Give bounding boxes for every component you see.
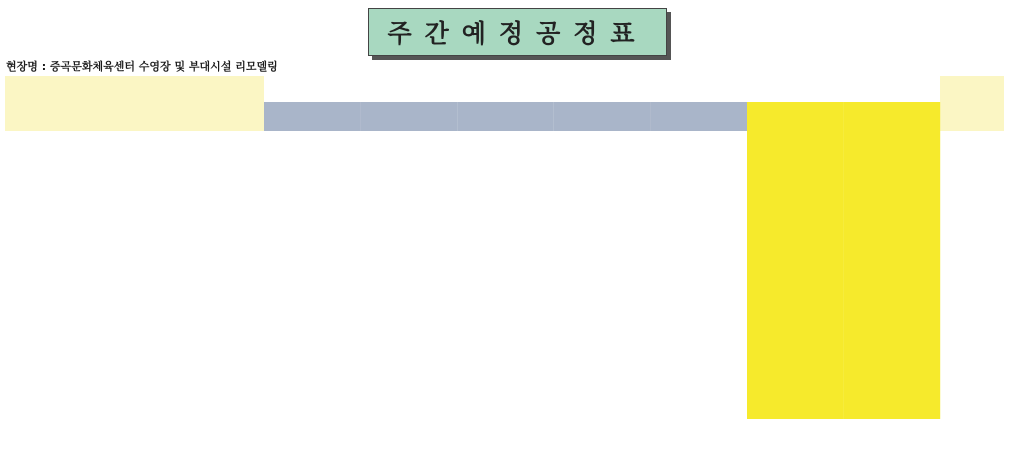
schedule-title: 주간예정공정표 [368, 8, 667, 56]
day-header-cell [361, 102, 458, 131]
day-header-cell [650, 102, 747, 131]
day-header-cell [844, 102, 941, 131]
header-fill-remarks [940, 76, 1004, 131]
header-fill-period [264, 76, 940, 102]
project-name: 현장명 : 증곡문화체육센터 수영장 및 부대시설 리모델링 [6, 60, 278, 73]
day-header-cell [264, 102, 361, 131]
weekend-column [747, 131, 844, 419]
day-header-cell [457, 102, 554, 131]
day-header-cell [747, 102, 844, 131]
weekend-column [844, 131, 941, 419]
day-header-cell [554, 102, 651, 131]
header-fill-left [5, 76, 264, 131]
